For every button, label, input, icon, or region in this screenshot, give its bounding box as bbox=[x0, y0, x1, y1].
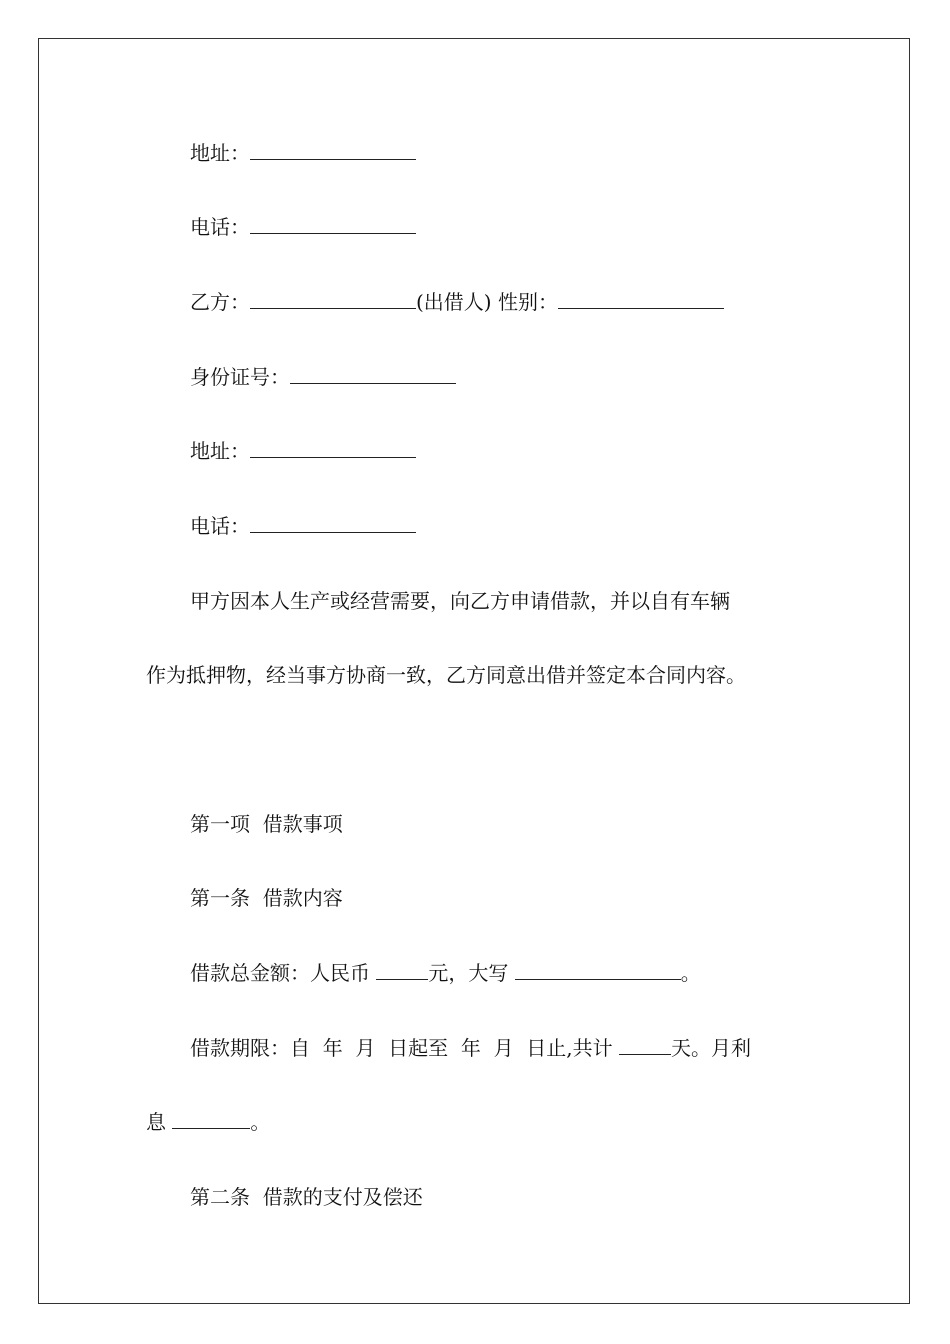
id-number-label: 身份证号： bbox=[190, 365, 290, 389]
address-label: 地址： bbox=[190, 141, 250, 165]
amount-end: 。 bbox=[680, 961, 701, 985]
address-blank bbox=[250, 437, 416, 458]
party-a-address-line bbox=[190, 139, 416, 167]
party-b-label: 乙方： bbox=[190, 290, 250, 314]
term-label: 借款期限：自 年 月 日起至 年 月 日止,共计 bbox=[190, 1036, 620, 1060]
gender-blank bbox=[558, 288, 724, 309]
amount-unit: 元，大写 bbox=[428, 961, 515, 985]
interest-end: 。 bbox=[250, 1110, 271, 1134]
intro-paragraph-line-2: 作为抵押物，经当事方协商一致，乙方同意出借并签定本合同内容。 bbox=[146, 663, 746, 687]
lender-role-label: (出借人) bbox=[416, 290, 492, 314]
party-b-id-line bbox=[190, 363, 456, 391]
party-b-name-blank bbox=[250, 288, 416, 309]
address-label: 地址： bbox=[190, 439, 250, 463]
interest-blank bbox=[172, 1108, 250, 1129]
party-b-line bbox=[190, 288, 724, 316]
party-b-phone-line bbox=[190, 512, 416, 540]
article-1-heading: 第一条 借款内容 bbox=[190, 886, 343, 910]
amount-words-blank bbox=[515, 959, 681, 980]
address-blank bbox=[250, 139, 416, 160]
phone-blank bbox=[250, 213, 416, 234]
id-number-blank bbox=[290, 363, 456, 384]
phone-label: 电话： bbox=[190, 514, 250, 538]
phone-label: 电话： bbox=[190, 215, 250, 239]
phone-blank bbox=[250, 512, 416, 533]
article-2-heading: 第二条 借款的支付及偿还 bbox=[190, 1185, 423, 1209]
party-b-address-line bbox=[190, 437, 416, 465]
loan-term-line bbox=[190, 1034, 751, 1062]
amount-label: 借款总金额：人民币 bbox=[190, 961, 377, 985]
interest-line bbox=[146, 1108, 270, 1136]
loan-amount-line bbox=[190, 959, 701, 987]
term-unit: 天。月利 bbox=[671, 1036, 752, 1060]
party-a-phone-line bbox=[190, 213, 416, 241]
gender-label: 性别： bbox=[497, 290, 558, 314]
section-heading: 第一项 借款事项 bbox=[190, 812, 343, 836]
amount-figure-blank bbox=[376, 959, 428, 980]
interest-label: 息 bbox=[146, 1110, 173, 1134]
intro-paragraph-line-1: 甲方因本人生产或经营需要，向乙方申请借款，并以自有车辆 bbox=[190, 589, 730, 613]
term-days-blank bbox=[619, 1034, 671, 1055]
